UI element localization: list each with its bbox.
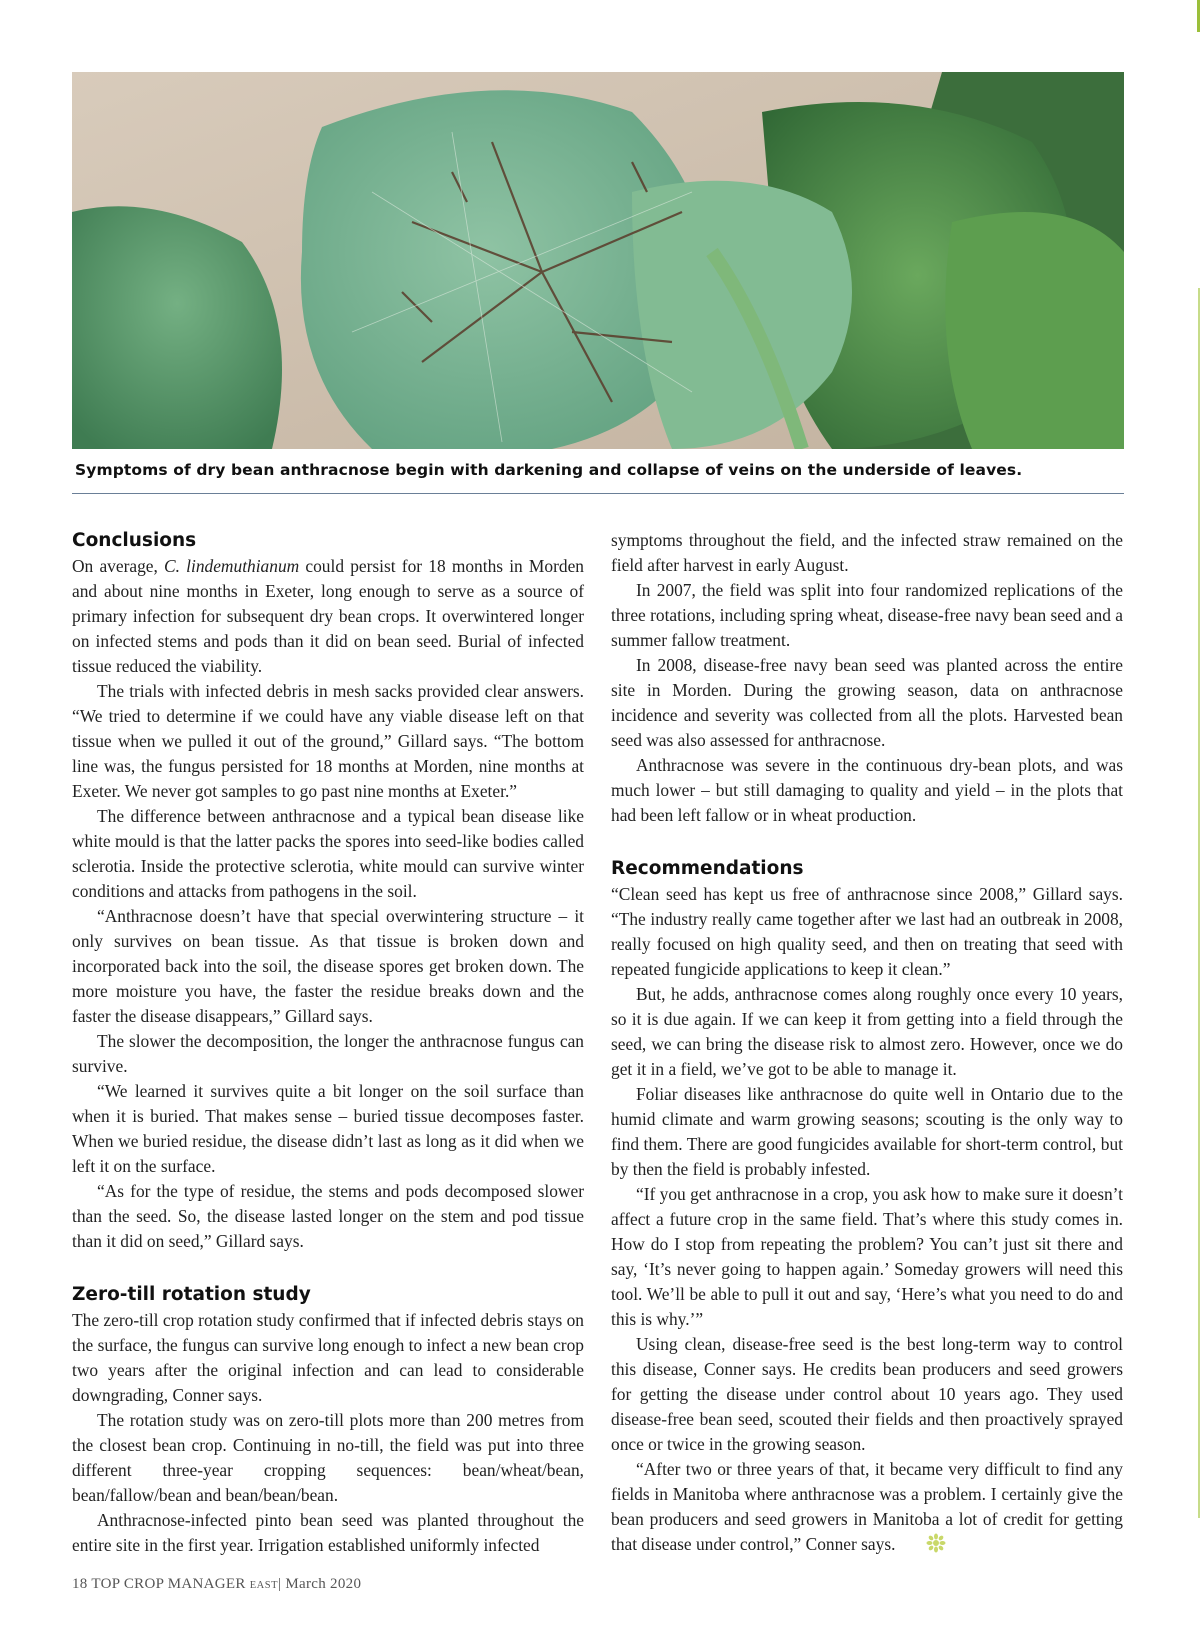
wheat-end-icon bbox=[901, 1533, 921, 1553]
species-name: C. lindemuthianum bbox=[164, 556, 300, 576]
text-run: could persist for 18 months in Morden and about nine months in Exeter, long enough to serve as a source of primary infection for subsequent dry bean crops. It overwintered longer on infected stems and pods than it did on bean seed. Burial of infected tissue reduced the viability. bbox=[72, 556, 584, 676]
conclusions-paragraph-1 bbox=[72, 554, 584, 679]
leaf-photo-icon bbox=[72, 72, 1124, 449]
caption-rule bbox=[72, 493, 1124, 494]
heading-zero-till: Zero-till rotation study bbox=[72, 1284, 311, 1305]
recommendations-paragraph-3: Foliar diseases like anthracnose do quite well in Ontario due to the humid climate and warm growing seasons; scouting is the only way to find them. There are good fungicides available for short-term control, but by then the field is probably infested. bbox=[611, 1084, 1123, 1179]
leaf-photo bbox=[72, 72, 1124, 449]
recommendations-paragraph-5: Using clean, disease-free seed is the best long-term way to control this disease, Conner says. He credits bean producers and seed growers for getting the disease under control about 10 years ago. They used disease-free bean seed, scouted their fields and then proactively sprayed once or twice in the growing season. bbox=[611, 1334, 1123, 1454]
edition-label: EAST bbox=[249, 1580, 278, 1591]
conclusions-paragraph-5: The slower the decomposition, the longer the anthracnose fungus can survive. bbox=[72, 1031, 584, 1076]
left-column bbox=[72, 528, 584, 1558]
recommendations-paragraph-4: “If you get anthracnose in a crop, you ask how to make sure it doesn’t affect a future crop in the same field. That’s where this study comes in. How do I stop from repeating the problem? You can’t just sit there and say, ‘It’s never going to happen again.’ Someday growers will need this tool. We’ll be able to pull it out and say, ‘Here’s what you need to do and this is why.’” bbox=[611, 1184, 1123, 1329]
heading-recommendations: Recommendations bbox=[611, 858, 804, 879]
continuation-paragraph: symptoms throughout the field, and the infected straw remained on the field after harvest in early August. bbox=[611, 530, 1123, 575]
zero-till-paragraph-2: The rotation study was on zero-till plots more than 200 metres from the closest bean crop. Continuing in no-till, the field was put into three different three-year cropping sequences: bean/wheat/bean, bean/fallow/bean and bean/bean/bean. bbox=[72, 1410, 584, 1505]
photo-caption: Symptoms of dry bean anthracnose begin with darkening and collapse of veins on the underside of leaves. bbox=[75, 461, 1023, 479]
text-run: On average, bbox=[72, 556, 165, 576]
publication-name: TOP CROP MANAGER bbox=[91, 1576, 246, 1592]
right-column bbox=[611, 528, 1123, 1557]
page-number: 18 bbox=[72, 1576, 88, 1592]
conclusions-paragraph-7: “As for the type of residue, the stems and pods decomposed slower than the seed. So, the disease lasted longer on the stem and pod tissue than it did on seed,” Gillard says. bbox=[72, 1181, 584, 1251]
recommendations-paragraph-6 bbox=[611, 1457, 1123, 1557]
recommendations-paragraph-1: “Clean seed has kept us free of anthracnose since 2008,” Gillard says. “The industry really came together after we last had an outbreak in 2008, really focused on high quality seed, and then on treating that seed with repeated fungicide applications to keep it clean.” bbox=[611, 884, 1123, 979]
recommendations-paragraph-2: But, he adds, anthracnose comes along roughly once every 10 years, so it is due again. If we can keep it from getting into a field through the seed, we can bring the disease risk to almost zero. However, once we do get it in a field, we’ve got to be able to manage it. bbox=[611, 984, 1123, 1079]
page-footer bbox=[72, 1576, 361, 1593]
conclusions-paragraph-2: The trials with infected debris in mesh sacks provided clear answers. “We tried to determine if we could have any viable disease left on that tissue when we pulled it out of the ground,” Gillard says. “The bottom line was, the fungus persisted for 18 months at Morden, nine months at Exeter. We never got samples to go past nine months at Exeter.” bbox=[72, 681, 584, 801]
text-run: “After two or three years of that, it became very difficult to find any fields in Manitoba where anthracnose was a problem. I certainly give the bean producers and seed growers in Manitoba a lot of credit for getting that disease under control,” Conner says. bbox=[611, 1459, 1123, 1554]
zero-till-paragraph-1: The zero-till crop rotation study confirmed that if infected debris stays on the surface, the fungus can survive long enough to infect a new bean crop two years after the original infection and can lead to considerable downgrading, Conner says. bbox=[72, 1310, 584, 1405]
heading-conclusions: Conclusions bbox=[72, 530, 197, 551]
zero-till-paragraph-3: Anthracnose-infected pinto bean seed was planted throughout the entire site in the first year. Irrigation established uniformly infected bbox=[72, 1510, 584, 1555]
paragraph-severe: Anthracnose was severe in the continuous dry-bean plots, and was much lower – but still damaging to quality and yield – in the plots that had been left fallow or in wheat production. bbox=[611, 755, 1123, 825]
conclusions-paragraph-6: “We learned it survives quite a bit longer on the soil surface than when it is buried. That makes sense – buried tissue decomposes faster. When we buried residue, the disease didn’t last as long as it did when we left it on the surface. bbox=[72, 1081, 584, 1176]
section-gap bbox=[72, 1254, 584, 1282]
footer-separator: | bbox=[277, 1576, 282, 1592]
issue-date: March 2020 bbox=[285, 1576, 362, 1592]
conclusions-paragraph-4: “Anthracnose doesn’t have that special overwintering structure – it only survives on bean tissue. As that tissue is broken down and incorporated back into the soil, the disease spores get broken down. The more moisture you have, the faster the residue breaks down and the faster the disease disappears,” Gillard says. bbox=[72, 906, 584, 1026]
section-gap bbox=[611, 828, 1123, 856]
conclusions-paragraph-3: The difference between anthracnose and a typical bean disease like white mould is that the latter packs the spores into seed-like bodies called sclerotia. Inside the protective sclerotia, white mould can survive winter conditions and attacks from pathogens in the soil. bbox=[72, 806, 584, 901]
paragraph-2008: In 2008, disease-free navy bean seed was planted across the entire site in Morden. During the growing season, data on anthracnose incidence and severity was collected from all the plots. Harvested bean seed was also assessed for anthracnose. bbox=[611, 655, 1123, 750]
paragraph-2007: In 2007, the field was split into four randomized replications of the three rotations, including spring wheat, disease-free navy bean seed and a summer fallow treatment. bbox=[611, 580, 1123, 650]
